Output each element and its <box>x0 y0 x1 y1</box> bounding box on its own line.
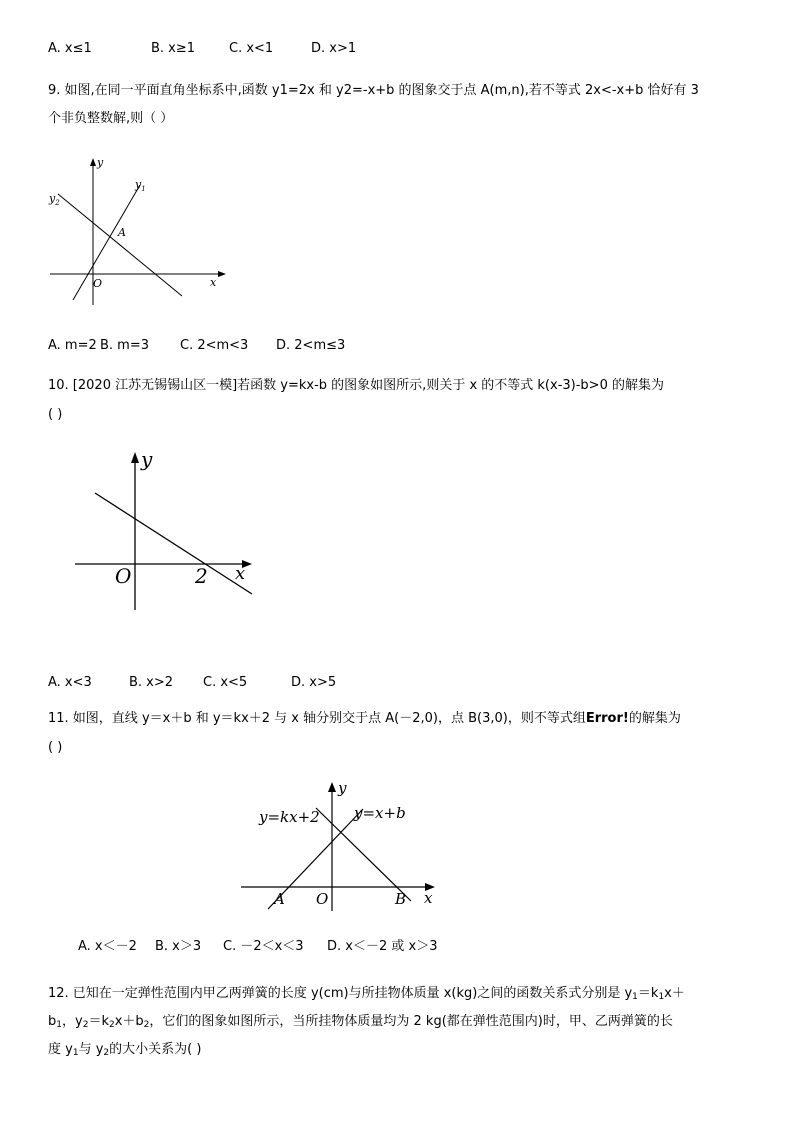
q11-stem-suffix: 的解集为 <box>628 711 681 726</box>
q9-y-arrow <box>90 158 96 166</box>
q9-origin-label: O <box>93 277 103 290</box>
q11-origin-label: O <box>316 890 329 908</box>
q8-option-c: C. x<1 <box>229 41 274 56</box>
q10-y-arrow <box>131 452 139 463</box>
q12-line3-b: 与 y <box>78 1042 104 1057</box>
q9-line-y2 <box>58 194 182 296</box>
q9-option-b: B. m=3 <box>100 338 150 353</box>
q9-options <box>48 337 345 355</box>
q11-y-arrow <box>328 782 336 792</box>
q12-line2-e: ，它们的图象如图所示，当所挂物体质量均为 2 kg(都在弹性范围内)时，甲、乙两弹簧的长 <box>149 1014 673 1029</box>
q12-line1-text-b: ＝k <box>637 986 659 1001</box>
q11-stem-line1 <box>48 710 681 728</box>
q12-line3-a-sub: 1 <box>72 1048 79 1058</box>
q9-line-y1 <box>73 185 140 300</box>
q12-line2-b: ，y <box>62 1014 83 1029</box>
q12-line1-sub2: 1 <box>658 992 665 1002</box>
q9-option-d: D. 2<m≤3 <box>276 338 346 353</box>
q11-option-b: B. x＞3 <box>155 939 202 954</box>
q8-options <box>48 40 356 58</box>
q12-line3-a: 度 y <box>48 1042 73 1057</box>
q10-figure <box>70 440 260 615</box>
q12-line3-b-sub: 2 <box>103 1048 110 1058</box>
q8-option-d: D. x>1 <box>311 41 357 56</box>
q8-option-b: B. x≥1 <box>151 41 196 56</box>
q10-option-a: A. x<3 <box>48 675 92 690</box>
q12-line2-a-sub: 1 <box>56 1020 62 1030</box>
q9-figure <box>40 150 230 310</box>
q12-line3-c: 的大小关系为( ) <box>109 1042 202 1057</box>
q9-y-label: y <box>97 156 104 169</box>
q9-option-a: A. m=2 <box>48 338 97 353</box>
q12-line2-c-sub: 2 <box>108 1020 115 1030</box>
q12-line2-c: ＝k <box>88 1014 109 1029</box>
q12-line1-text: 12. 已知在一定弹性范围内甲乙两弹簧的长度 y(cm)与所挂物体质量 x(kg)之间的函数关系式分别是 y <box>48 986 633 1001</box>
q12-line2-d-sub: 2 <box>143 1020 150 1030</box>
q10-tick-label: 2 <box>195 564 208 588</box>
q9-x-arrow <box>218 271 226 277</box>
q10-stem-line2: ( ) <box>48 407 63 422</box>
q11-stem-prefix: 11. 如图，直线 y＝x＋b 和 y＝kx＋2 与 x 轴分别交于点 A(－2,0)，点 B(3,0)，则不等式组 <box>48 711 586 726</box>
q11-point-a-label: A <box>274 890 285 908</box>
q12-line1-text-c: x＋ <box>664 986 685 1001</box>
q9-stem-line1: 9. 如图,在同一平面直角坐标系中,函数 y1=2x 和 y2=-x+b 的图象交于点 A(m,n),若不等式 2x<-x+b 恰好有 3 <box>48 83 699 98</box>
q12-line3 <box>48 1041 201 1059</box>
q10-stem-line1: 10. [2020 江苏无锡锡山区一模]若函数 y=kx-b 的图象如图所示,则关于 x 的不等式 k(x-3)-b>0 的解集为 <box>48 378 664 393</box>
q10-option-c: C. x<5 <box>203 675 248 690</box>
q10-options <box>48 674 336 692</box>
q11-point-b-label: B <box>395 890 407 908</box>
q11-stem-line2: ( ) <box>48 740 63 755</box>
q11-line-kx2-label: y=kx+2 <box>259 808 320 826</box>
q11-y-label: y <box>338 779 347 797</box>
q12-line1 <box>48 985 685 1003</box>
q9-x-label: x <box>210 276 217 289</box>
q12-line2-a: b <box>48 1014 57 1029</box>
q9-option-c: C. 2<m<3 <box>180 338 249 353</box>
q9-point-a-label: A <box>118 226 126 239</box>
q12-line2-b-sub: 2 <box>82 1020 89 1030</box>
q9-y1-label: $y_1$ <box>135 178 146 193</box>
q10-option-d: D. x>5 <box>291 675 337 690</box>
q10-y-label: y <box>141 447 153 471</box>
q11-option-a: A. x＜－2 <box>78 939 137 954</box>
q11-stem-error: Error! <box>585 711 629 726</box>
q9-stem-line2: 个非负整数解,则（ ） <box>48 111 174 126</box>
q11-line-xb-label: y=x+b <box>354 804 406 822</box>
q10-option-b: B. x>2 <box>129 675 174 690</box>
q8-option-a: A. x≤1 <box>48 41 92 56</box>
q12-line2 <box>48 1013 673 1031</box>
q10-x-label: x <box>235 563 246 584</box>
q11-options <box>78 938 437 956</box>
q12-line2-d: x＋b <box>114 1014 144 1029</box>
q9-y2-label: $y_2$ <box>49 192 60 207</box>
q11-figure <box>238 778 443 913</box>
q10-origin-label: O <box>115 564 132 588</box>
q11-option-c: C. －2＜x＜3 <box>223 939 304 954</box>
q12-line1-sub1: 1 <box>632 992 638 1002</box>
q11-option-d: D. x＜－2 或 x＞3 <box>327 939 438 954</box>
q11-x-label: x <box>424 889 433 907</box>
